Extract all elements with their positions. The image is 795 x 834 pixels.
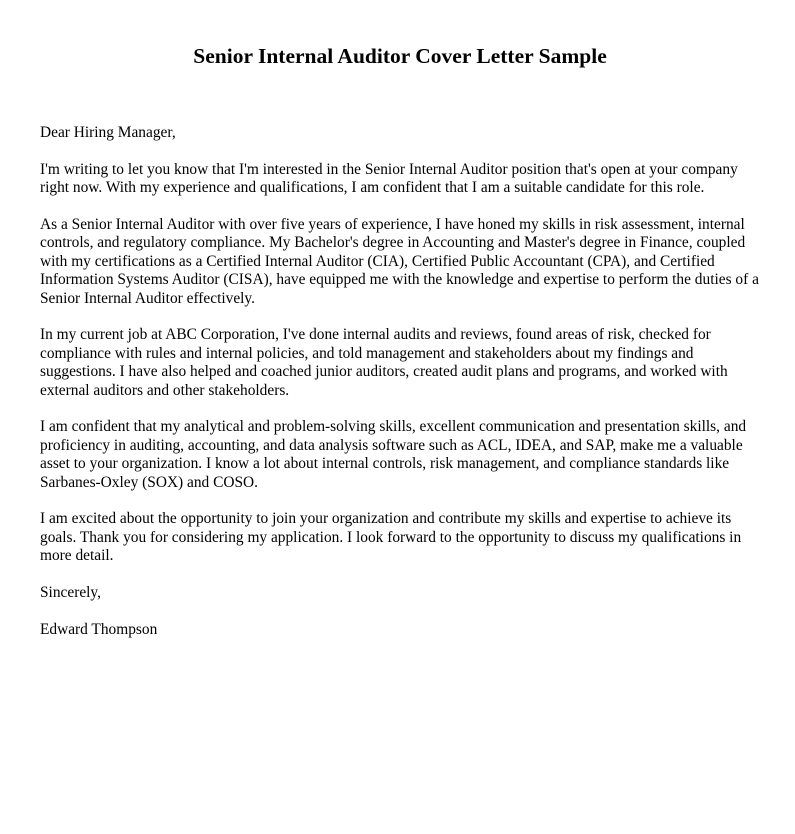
paragraph-conclusion: I am excited about the opportunity to join your organization and contribute my skills and expertise to achieve its goals. Thank you for considering my application. I look forward to the opportunity to discuss my qualifications in more detail. — [40, 510, 742, 564]
paragraph-current-job: In my current job at ABC Corporation, I've done internal audits and reviews, found areas of risk, checked for compliance with rules and internal policies, and told management and stakeholders about my findings and suggestions. I have also helped and coached junior auditors, created audit plans and programs, and worked with external auditors and other stakeholders. — [40, 326, 728, 399]
letter-body — [40, 124, 770, 658]
signature: Edward Thompson — [40, 621, 158, 638]
salutation: Dear Hiring Manager, — [40, 124, 176, 141]
paragraph-experience: As a Senior Internal Auditor with over five years of experience, I have honed my skills in risk assessment, internal controls, and regulatory compliance. My Bachelor's degree in Accounting and Master's degree in Finance, coupled with my certifications as a Certified Internal Auditor (CIA), Certified Public Accountant (CPA), and Certified Information Systems Auditor (CISA), have equipped me with the knowledge and expertise to perform the duties of a Senior Internal Auditor effectively. — [40, 215, 759, 307]
closing: Sincerely, — [40, 583, 101, 601]
paragraph-intro: I'm writing to let you know that I'm interested in the Senior Internal Auditor position that's open at your company right now. With my experience and qualifications, I am confident that I am a suitable candidate for this role. — [40, 160, 738, 196]
page-title: Senior Internal Auditor Cover Letter Sample — [193, 44, 607, 68]
paragraph-skills: I am confident that my analytical and problem-solving skills, excellent communication and presentation skills, and proficiency in auditing, accounting, and data analysis software such as ACL, IDEA, and SAP, make me a valuable asset to your organization. I know a lot about internal controls, risk management, and compliance standards like Sarbanes-Oxley (SOX) and COSO. — [40, 418, 747, 491]
